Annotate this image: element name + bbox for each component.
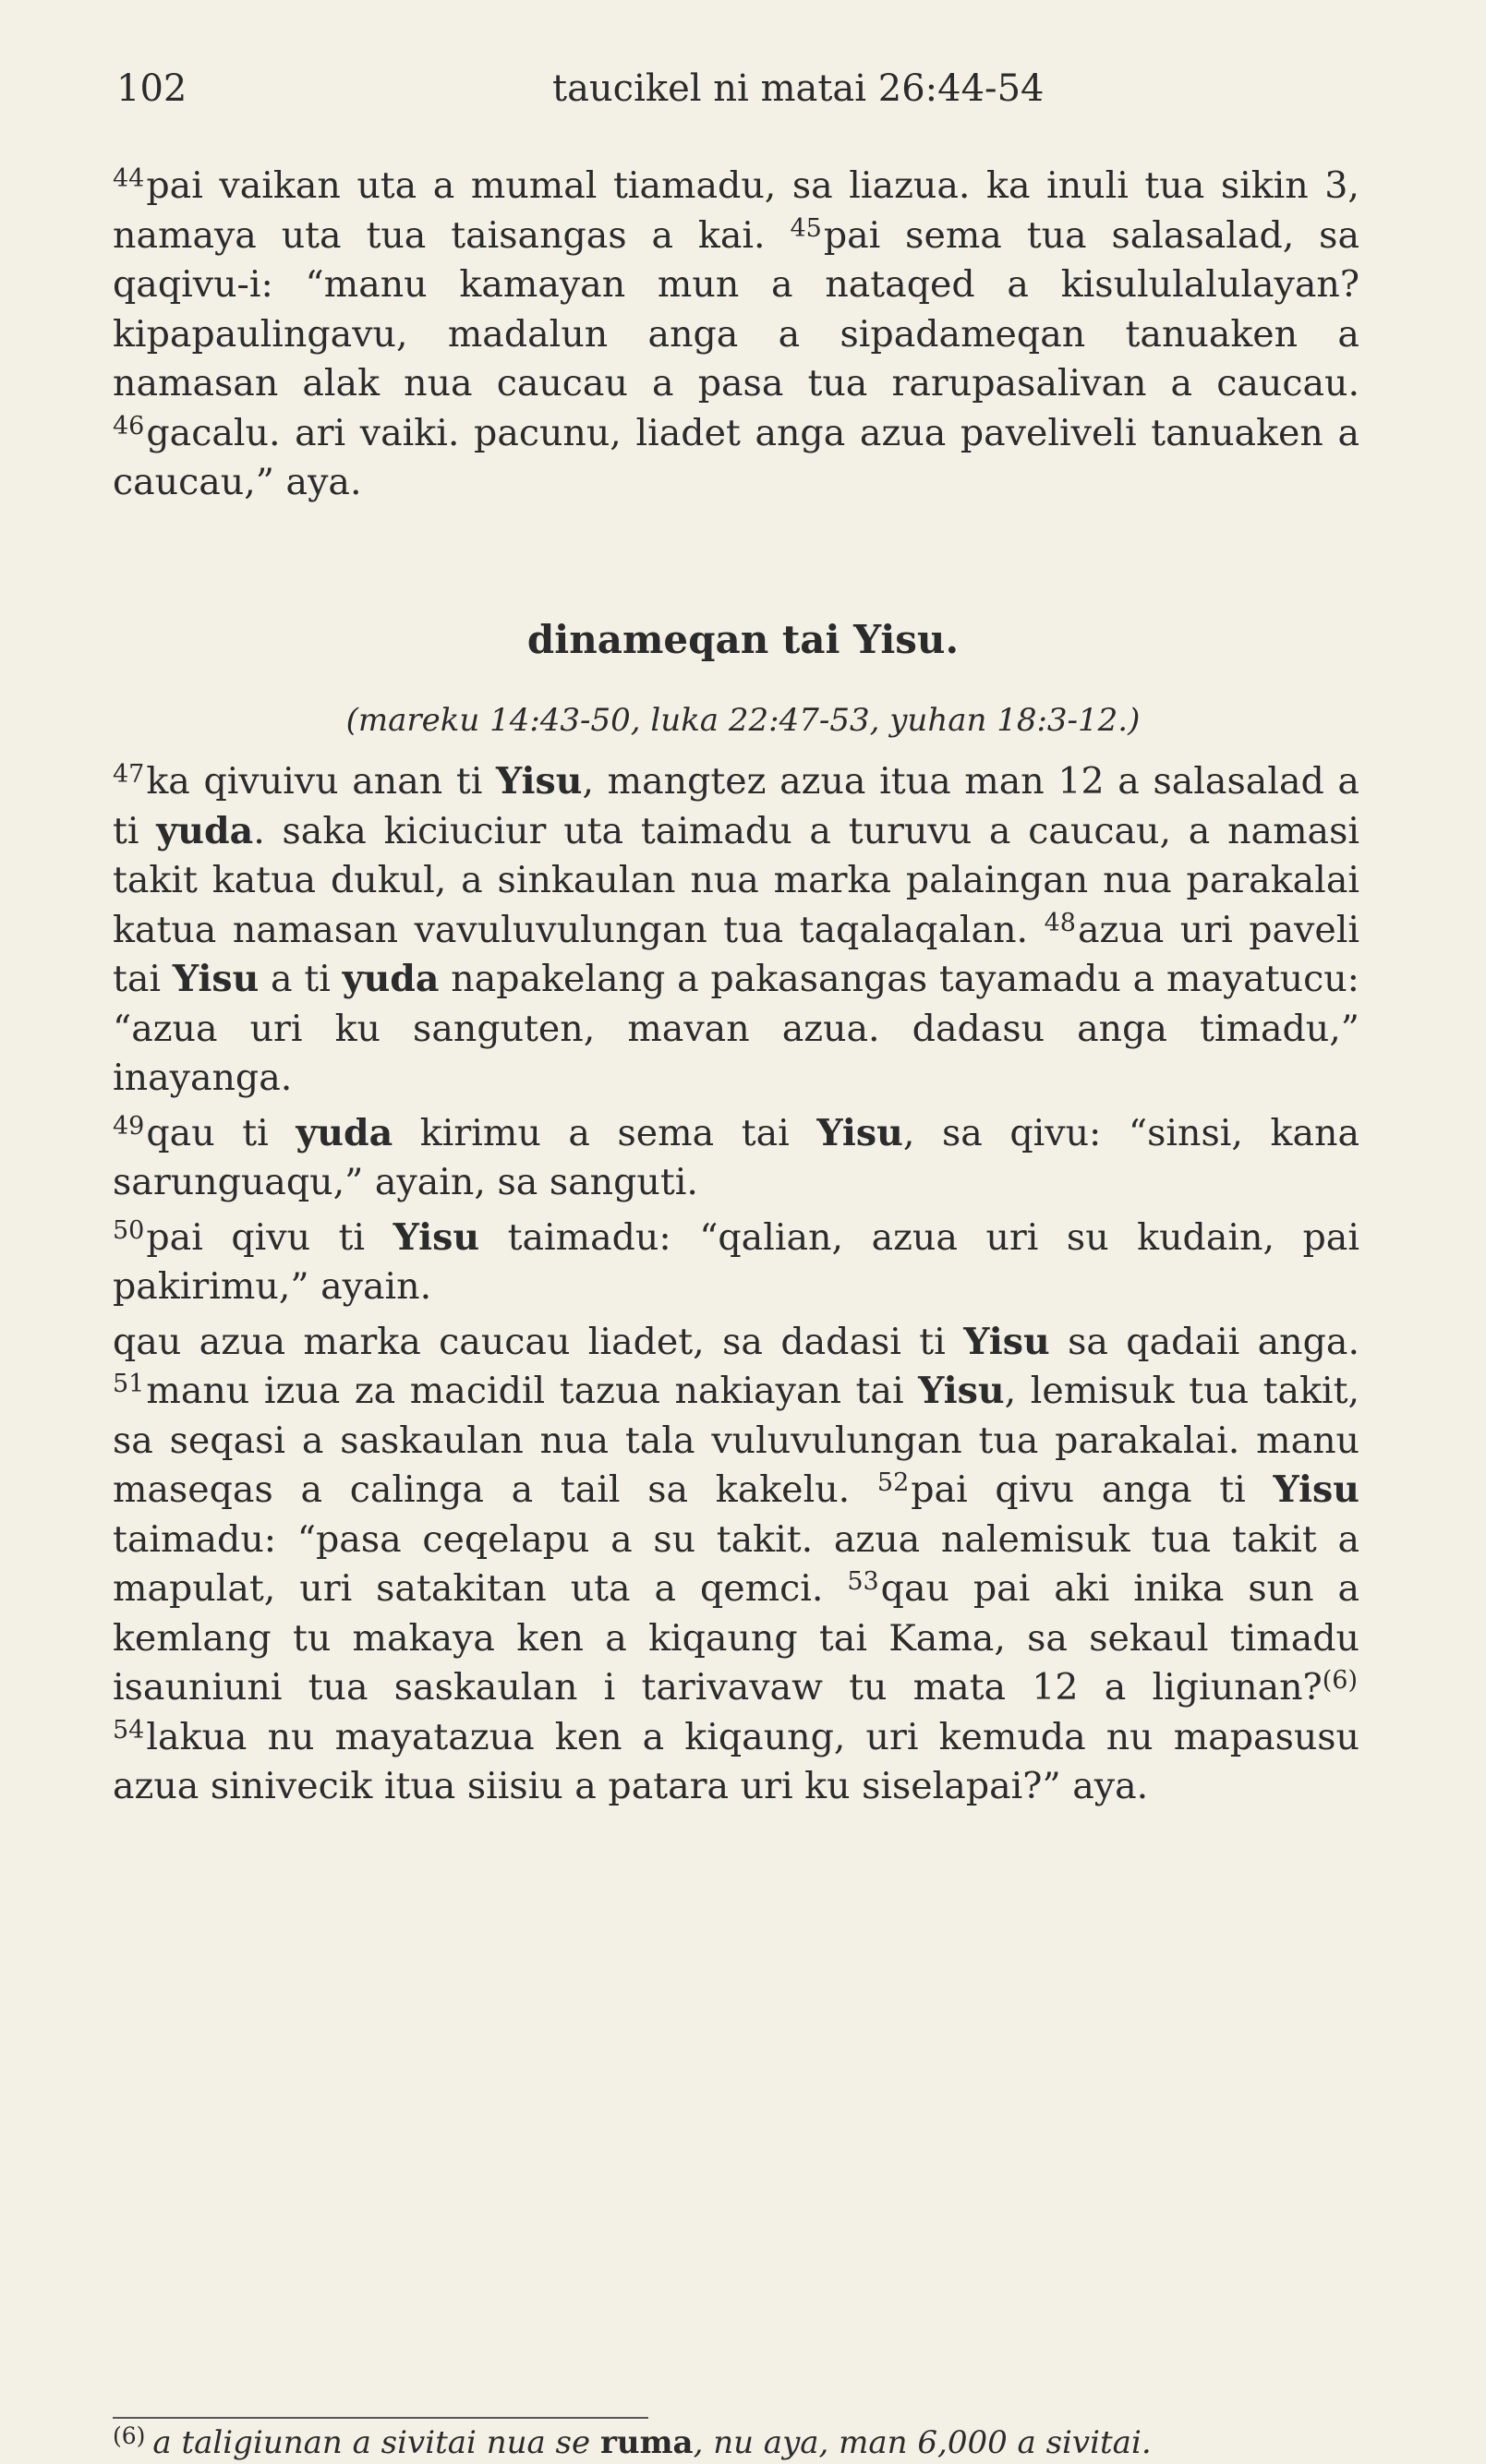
verse-text: kirimu a sema tai — [393, 1111, 817, 1154]
verse-text: pai vaikan uta a mumal tiamadu, sa liazua. ka inuli tua sikin 3, namaya uta tua taisangas a kai. — [113, 164, 1359, 257]
verse-text: , mangtez azua itua man 12 a salasalad a ti — [113, 760, 1359, 852]
verse-text: pai qivu anga ti — [911, 1468, 1274, 1511]
name-yisu: Yisu — [172, 958, 260, 1000]
verse-text: sa qadaii anga. — [1049, 1320, 1359, 1363]
verse-text: , sa qivu: “sinsi, kana sarunguaqu,” ayain, sa sanguti. — [113, 1111, 1359, 1203]
verse-number: 50 — [113, 1215, 145, 1245]
paragraph — [113, 1214, 1359, 1312]
verse-text: napakelang a pakasangas tayamadu a mayatucu: “azua uri ku sanguten, mavan azua. dadasu anga timadu,” inayanga. — [113, 958, 1359, 1099]
verse-text: , lemisuk tua takit, sa seqasi a saskaulan nua tala vuluvulungan tua parakalai. manu maseqas a calinga a tail sa kakelu. — [113, 1370, 1359, 1511]
verse-number: 48 — [1044, 908, 1076, 937]
page-number: 102 — [116, 67, 187, 110]
verse-text: pai qivu ti — [146, 1215, 393, 1259]
section-heading: dinameqan tai Yisu. — [526, 617, 960, 662]
verse-text: qau pai aki inika sun a kemlang tu makaya ken a kiqaung tai Kama, sa sekaul timadu isauniuni tua saskaulan i tarivavaw tu mata 12 a ligiunan? — [113, 1567, 1359, 1709]
paragraph — [113, 1318, 1359, 1812]
name-yisu: Yisu — [496, 760, 583, 803]
name-yuda: yuda — [342, 958, 440, 1000]
verse-text: lakua nu mayatazua ken a kiqaung, uri kemuda nu mapasusu azua sinivecik itua siisiu a patara uri ku siselapai?” aya. — [113, 1715, 1359, 1807]
cross-references: (mareku 14:43-50, luka 22:47-53, yuhan 18:3-12.) — [345, 702, 1141, 739]
verse-number: 46 — [113, 411, 145, 441]
footnote-reference[interactable]: (6) — [1322, 1666, 1358, 1695]
name-yuda: yuda — [156, 809, 254, 852]
verse-text: qau ti — [146, 1111, 296, 1154]
verse-number: 49 — [113, 1111, 145, 1141]
verse-text: ka qivuivu anan ti — [146, 760, 496, 803]
verse-number: 52 — [876, 1468, 910, 1497]
name-yisu: Yisu — [963, 1320, 1050, 1363]
name-yisu: Yisu — [816, 1111, 903, 1154]
footnote-text: a taligiunan a sivitai nua se — [152, 2424, 600, 2461]
running-title: taucikel ni matai 26:44-54 — [552, 67, 1045, 110]
footnote-bold-word: ruma — [599, 2424, 694, 2461]
body-text-top — [113, 162, 1359, 508]
verse-number: 54 — [113, 1715, 145, 1745]
verse-text: manu izua za macidil tazua nakiayan tai — [146, 1370, 919, 1412]
verse-text: taimadu: “pasa ceqelapu a su takit. azua nalemisuk tua takit a mapulat, uri satakitan uta a qemci. — [113, 1517, 1359, 1610]
verse-number: 47 — [113, 760, 145, 789]
verse-number: 51 — [113, 1370, 145, 1398]
verse-text: gacalu. ari vaiki. pacunu, liadet anga azua paveliveli tanuaken a caucau,” aya. — [113, 411, 1359, 503]
footnote-text: , nu aya, man 6,000 a sivitai. — [693, 2424, 1152, 2461]
verse-text: qau azua marka caucau liadet, sa dadasi ti — [113, 1320, 964, 1363]
name-yuda: yuda — [296, 1111, 393, 1154]
footnote-mark: (6) — [113, 2422, 146, 2449]
page-header — [109, 61, 1377, 116]
paragraph — [113, 162, 1359, 508]
name-yisu: Yisu — [1273, 1468, 1359, 1511]
verse-text: azua uri paveli tai — [113, 908, 1359, 1000]
paragraph — [113, 1109, 1359, 1208]
paragraph — [113, 757, 1359, 1104]
verse-number: 44 — [113, 164, 145, 193]
name-yisu: Yisu — [918, 1370, 1005, 1412]
verse-text: . saka kiciuciur uta taimadu a turuvu a caucau, a namasi takit katua dukul, a sinkaulan nua marka palaingan nua parakalai katua namasan vavuluvulungan tua taqalaqalan. — [113, 809, 1360, 951]
footnote-divider — [113, 2417, 648, 2419]
body-text-main — [113, 757, 1359, 1812]
verse-number: 53 — [847, 1567, 879, 1596]
name-yisu: Yisu — [393, 1215, 480, 1259]
verse-text: a ti — [259, 958, 343, 1000]
verse-text: taimadu: “qalian, azua uri su kudain, pai pakirimu,” ayain. — [113, 1215, 1359, 1308]
verse-number: 45 — [790, 213, 822, 243]
footnote — [113, 2422, 1359, 2464]
verse-text: pai sema tua salasalad, sa qaqivu-i: “manu kamayan mun a nataqed a kisululalulayan? kipapaulingavu, madalun anga a sipadameqan tanuaken a namasan alak nua caucau a pasa tua rarupasalivan a caucau. — [113, 213, 1359, 405]
